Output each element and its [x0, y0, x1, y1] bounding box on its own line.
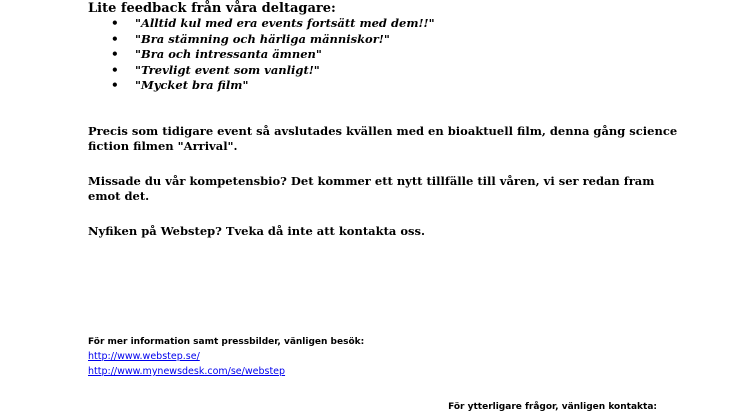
more-info-label: För mer information samt pressbilder, vänligen besök: — [88, 337, 365, 347]
contact-label: För ytterligare frågor, vänligen kontakta: — [448, 402, 657, 412]
feedback-heading: Lite feedback från våra deltagare: — [88, 1, 336, 16]
feedback-item: • "Alltid kul med era events fortsätt med dem!!" — [88, 16, 435, 32]
feedback-item: • "Mycket bra film" — [88, 78, 435, 94]
webstep-link[interactable]: http://www.webstep.se/ — [88, 351, 200, 362]
feedback-item: • "Bra och intressanta ämnen" — [88, 47, 435, 63]
mynewsdesk-link[interactable]: http://www.mynewsdesk.com/se/webstep — [88, 366, 286, 377]
feedback-item: • "Bra stämning och härliga människor!" — [88, 32, 435, 48]
feedback-list — [88, 16, 435, 94]
missed-paragraph: Missade du vår kompetensbio? Det kommer ett nytt tillfälle till våren, vi ser redan fram emot det. — [88, 174, 655, 203]
contact-us-paragraph: Nyfiken på Webstep? Tveka då inte att kontakta oss. — [88, 224, 425, 238]
film-paragraph: Precis som tidigare event så avslutades kvällen med en bioaktuell film, denna gång science fiction filmen "Arrival". — [88, 124, 678, 153]
feedback-item: • "Trevligt event som vanligt!" — [88, 63, 435, 79]
